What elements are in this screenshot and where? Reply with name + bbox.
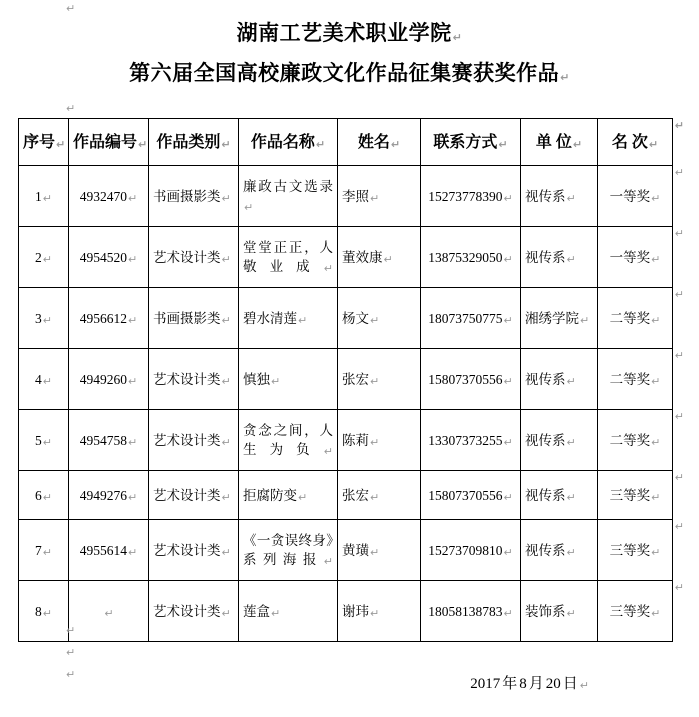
cell-category-text: 艺术设计类 — [153, 542, 221, 558]
cell-index — [19, 227, 69, 288]
cell-rank-text: 三等奖 — [609, 603, 651, 619]
cell-unit — [521, 520, 598, 581]
paragraph-mark: ↵ — [566, 490, 576, 504]
paragraph-mark: ↵ — [42, 545, 52, 559]
cell-code — [69, 227, 149, 288]
paragraph-mark: ↵ — [651, 252, 661, 266]
paragraph-mark: ↵ — [323, 262, 333, 275]
paragraph-mark: ↵ — [503, 435, 513, 449]
table-header — [19, 119, 684, 166]
cell-unit — [521, 349, 598, 410]
table-row — [19, 166, 673, 227]
cell-work-name-text: 拒腐防变 — [243, 487, 297, 503]
cell-index-text: 8 — [35, 603, 42, 619]
column-header-code — [69, 119, 149, 166]
paragraph-mark: ↵ — [128, 252, 138, 266]
paragraph-mark: ↵ — [298, 490, 308, 504]
cell-unit-text: 视传系 — [525, 432, 566, 448]
cell-code-text: 4954520 — [79, 249, 128, 265]
cell-person-text: 谢玮 — [342, 603, 369, 619]
cell-person-text: 张宏 — [342, 487, 369, 503]
cell-category-text: 书画摄影类 — [153, 188, 221, 204]
paragraph-mark: ↵ — [648, 137, 659, 151]
cell-phone — [421, 288, 521, 349]
paragraph-mark: ↵ — [271, 606, 281, 620]
paragraph-mark: ↵ — [370, 435, 380, 449]
paragraph-mark: ↵ — [566, 606, 576, 620]
paragraph-mark: ↵ — [503, 606, 513, 620]
paragraph-mark: ↵ — [42, 252, 52, 266]
paragraph-mark: ↵ — [651, 606, 661, 620]
row-end-mark: ↵ — [674, 581, 684, 594]
cell-code-text: 4956612 — [79, 310, 128, 326]
paragraph-mark: ↵ — [42, 313, 52, 327]
cell-rank-text: 一等奖 — [609, 188, 651, 204]
cell-person — [338, 410, 421, 471]
footer-date-month-unit: 月 — [528, 676, 544, 692]
paragraph-mark: ↵ — [566, 435, 576, 449]
paragraph-mark-2: ↵ — [66, 646, 76, 659]
cell-phone — [421, 349, 521, 410]
paragraph-mark: ↵ — [104, 606, 114, 620]
paragraph-mark: ↵ — [566, 252, 576, 266]
cell-phone — [421, 520, 521, 581]
cell-unit-text: 视传系 — [525, 542, 566, 558]
cell-unit-text: 视传系 — [525, 188, 566, 204]
cell-person-text: 李照 — [342, 188, 369, 204]
cell-code-text: 4954758 — [79, 432, 128, 448]
cell-person — [338, 288, 421, 349]
cell-person-text: 黄璜 — [342, 542, 369, 558]
paragraph-mark: ↵ — [370, 191, 380, 205]
cell-person — [338, 349, 421, 410]
row-end-mark: ↵ — [674, 520, 684, 533]
page-title-institution — [0, 18, 699, 48]
table-body — [19, 166, 684, 642]
cell-category — [149, 166, 239, 227]
cell-code-text: 4949276 — [79, 487, 128, 503]
paragraph-mark: ↵ — [221, 435, 231, 449]
cell-work-name — [239, 471, 338, 520]
paragraph-mark: ↵ — [370, 606, 380, 620]
paragraph-mark: ↵ — [221, 252, 231, 266]
cell-category — [149, 581, 239, 642]
paragraph-mark: ↵ — [651, 490, 661, 504]
cell-rank-text: 三等奖 — [609, 542, 651, 558]
cell-index — [19, 349, 69, 410]
paragraph-mark: ↵ — [560, 71, 570, 84]
paragraph-mark: ↵ — [566, 374, 576, 388]
cell-category — [149, 471, 239, 520]
cell-phone — [421, 410, 521, 471]
page-title-subject-text: 第六届全国高校廉政文化作品征集赛获奖作品 — [129, 61, 560, 85]
cell-person — [338, 520, 421, 581]
cell-unit — [521, 166, 598, 227]
paragraph-mark: ↵ — [580, 313, 590, 327]
cell-phone-text: 15807370556 — [428, 371, 503, 387]
paragraph-mark: ↵ — [221, 137, 231, 151]
paragraph-mark: ↵ — [128, 435, 138, 449]
cell-rank — [598, 581, 684, 642]
cell-index — [19, 410, 69, 471]
paragraph-mark-top: ↵ — [66, 2, 76, 15]
table-row — [19, 349, 673, 410]
cell-category — [149, 288, 239, 349]
cell-phone — [421, 581, 521, 642]
cell-work-name-text: 廉政古文选录 — [243, 179, 333, 194]
cell-person-text: 杨文 — [342, 310, 369, 326]
paragraph-mark: ↵ — [244, 201, 254, 214]
cell-work-name — [239, 581, 338, 642]
row-end-mark: ↵ — [674, 227, 684, 240]
row-end-mark: ↵ — [674, 119, 684, 132]
cell-rank-text: 二等奖 — [609, 432, 651, 448]
paragraph-mark: ↵ — [566, 545, 576, 559]
table-row — [19, 227, 673, 288]
cell-code — [69, 288, 149, 349]
table-row — [19, 581, 673, 642]
cell-index — [19, 166, 69, 227]
table-row — [19, 520, 673, 581]
cell-unit — [521, 288, 598, 349]
paragraph-mark: ↵ — [370, 490, 380, 504]
cell-code — [69, 349, 149, 410]
paragraph-mark: ↵ — [452, 31, 463, 44]
cell-phone-text: 15807370556 — [428, 487, 503, 503]
cell-work-name — [239, 227, 338, 288]
cell-code — [69, 166, 149, 227]
paragraph-mark: ↵ — [503, 191, 513, 205]
paragraph-mark: ↵ — [128, 191, 138, 205]
cell-rank — [598, 166, 684, 227]
awards-table — [18, 118, 684, 642]
paragraph-mark: ↵ — [370, 374, 380, 388]
paragraph-mark: ↵ — [221, 313, 231, 327]
paragraph-mark: ↵ — [128, 545, 138, 559]
cell-person — [338, 471, 421, 520]
cell-rank-text: 二等奖 — [609, 310, 651, 326]
cell-code — [69, 410, 149, 471]
footer-date-year: 2017 — [470, 676, 501, 692]
cell-unit-text: 装饰系 — [525, 603, 566, 619]
cell-unit-text: 视传系 — [525, 249, 566, 265]
document-title-block — [0, 18, 699, 88]
paragraph-mark: ↵ — [370, 545, 380, 559]
column-header-person-text: 姓名 — [357, 133, 390, 151]
column-header-rank — [598, 119, 684, 166]
table-row — [19, 410, 673, 471]
cell-index-text: 2 — [35, 249, 42, 265]
paragraph-mark: ↵ — [315, 137, 326, 151]
cell-phone-text: 15273778390 — [428, 188, 503, 204]
footer-date-month: 8 — [519, 676, 527, 692]
cell-code — [69, 520, 149, 581]
column-header-phone-text: 联系方式 — [433, 133, 498, 151]
cell-work-name-text: 《一贪误终身》系列海报 — [243, 533, 333, 567]
cell-category-text: 艺术设计类 — [153, 249, 221, 265]
paragraph-mark: ↵ — [651, 435, 661, 449]
paragraph-mark: ↵ — [221, 374, 231, 388]
cell-work-name-text: 堂堂正正，人敬业成 — [243, 240, 333, 274]
cell-index-text: 5 — [35, 432, 42, 448]
cell-phone — [421, 227, 521, 288]
page-title-subject — [0, 58, 699, 88]
cell-phone-text: 15273709810 — [428, 542, 503, 558]
cell-code-text: 4955614 — [79, 542, 128, 558]
paragraph-mark: ↵ — [503, 374, 513, 388]
paragraph-mark: ↵ — [138, 137, 148, 151]
cell-rank — [598, 349, 684, 410]
paragraph-mark: ↵ — [566, 191, 576, 205]
paragraph-mark-1: ↵ — [66, 624, 76, 637]
paragraph-mark: ↵ — [572, 137, 583, 151]
column-header-work-name — [239, 119, 338, 166]
cell-work-name — [239, 349, 338, 410]
row-end-mark: ↵ — [674, 288, 684, 301]
column-header-unit — [521, 119, 598, 166]
paragraph-mark: ↵ — [383, 252, 393, 266]
cell-category — [149, 410, 239, 471]
paragraph-mark: ↵ — [221, 191, 231, 205]
column-header-phone — [421, 119, 521, 166]
cell-category-text: 艺术设计类 — [153, 603, 221, 619]
cell-category — [149, 349, 239, 410]
paragraph-mark: ↵ — [390, 137, 401, 151]
paragraph-mark: ↵ — [503, 545, 513, 559]
column-header-category — [149, 119, 239, 166]
paragraph-mark: ↵ — [128, 490, 138, 504]
cell-person — [338, 581, 421, 642]
cell-category — [149, 520, 239, 581]
cell-phone — [421, 471, 521, 520]
column-header-rank-text: 名 次 — [611, 133, 648, 151]
row-end-mark: ↵ — [674, 471, 684, 484]
cell-unit-text: 湘绣学院 — [525, 310, 579, 326]
paragraph-mark: ↵ — [128, 374, 138, 388]
cell-category-text: 艺术设计类 — [153, 432, 221, 448]
column-header-work-name-text: 作品名称 — [250, 133, 315, 151]
cell-unit — [521, 471, 598, 520]
paragraph-mark: ↵ — [42, 374, 52, 388]
cell-unit-text: 视传系 — [525, 371, 566, 387]
cell-person-text: 陈莉 — [342, 432, 369, 448]
cell-index-text: 1 — [35, 188, 42, 204]
paragraph-mark: ↵ — [221, 545, 231, 559]
cell-work-name-text: 贪念之间，人生为负 — [243, 423, 333, 457]
paragraph-mark: ↵ — [651, 313, 661, 327]
cell-phone-text: 13307373255 — [428, 432, 503, 448]
cell-code-text: 4949260 — [79, 371, 128, 387]
column-header-category-text: 作品类别 — [156, 133, 221, 151]
cell-phone — [421, 166, 521, 227]
paragraph-mark: ↵ — [651, 545, 661, 559]
cell-category-text: 书画摄影类 — [153, 310, 221, 326]
paragraph-mark: ↵ — [128, 313, 138, 327]
cell-index-text: 4 — [35, 371, 42, 387]
cell-work-name — [239, 520, 338, 581]
cell-category-text: 艺术设计类 — [153, 487, 221, 503]
paragraph-mark: ↵ — [503, 313, 513, 327]
column-header-code-text: 作品编号 — [73, 133, 138, 151]
cell-index — [19, 520, 69, 581]
paragraph-mark: ↵ — [651, 191, 661, 205]
cell-unit — [521, 227, 598, 288]
row-end-mark: ↵ — [674, 166, 684, 179]
footer-date-day: 20 — [545, 676, 561, 692]
paragraph-mark: ↵ — [221, 490, 231, 504]
paragraph-mark: ↵ — [42, 191, 52, 205]
table-row — [19, 471, 673, 520]
table-header-row — [19, 119, 673, 166]
cell-person-text: 张宏 — [342, 371, 369, 387]
cell-category — [149, 227, 239, 288]
cell-work-name-text: 莲盒 — [243, 603, 270, 619]
paragraph-mark-above-table: ↵ — [66, 102, 76, 115]
page-title-institution-text: 湖南工艺美术职业学院 — [236, 21, 452, 45]
cell-unit — [521, 581, 598, 642]
paragraph-mark: ↵ — [42, 490, 52, 504]
cell-rank-text: 三等奖 — [609, 487, 651, 503]
cell-code — [69, 581, 149, 642]
cell-rank-text: 二等奖 — [609, 371, 651, 387]
cell-phone-text: 13875329050 — [428, 249, 503, 265]
paragraph-mark: ↵ — [323, 555, 333, 568]
cell-unit-text: 视传系 — [525, 487, 566, 503]
cell-phone-text: 18058138783 — [428, 603, 503, 619]
cell-rank — [598, 471, 684, 520]
cell-person — [338, 166, 421, 227]
paragraph-mark: ↵ — [221, 606, 231, 620]
paragraph-mark: ↵ — [56, 137, 66, 151]
cell-index — [19, 471, 69, 520]
cell-work-name-text: 碧水清莲 — [243, 310, 297, 326]
cell-person — [338, 227, 421, 288]
cell-work-name — [239, 166, 338, 227]
cell-rank — [598, 410, 684, 471]
paragraph-mark: ↵ — [271, 374, 281, 388]
cell-category-text: 艺术设计类 — [153, 371, 221, 387]
paragraph-mark: ↵ — [498, 137, 508, 151]
paragraph-mark: ↵ — [503, 252, 513, 266]
footer-date-year-unit: 年 — [502, 676, 518, 692]
cell-rank — [598, 520, 684, 581]
cell-index — [19, 581, 69, 642]
column-header-unit-text: 单 位 — [535, 133, 572, 151]
paragraph-mark: ↵ — [579, 679, 589, 692]
paragraph-mark: ↵ — [42, 606, 52, 620]
paragraph-mark: ↵ — [323, 445, 333, 458]
column-header-index — [19, 119, 69, 166]
row-end-mark: ↵ — [674, 410, 684, 423]
paragraph-mark: ↵ — [298, 313, 308, 327]
paragraph-mark: ↵ — [651, 374, 661, 388]
cell-unit — [521, 410, 598, 471]
column-header-person — [338, 119, 421, 166]
cell-index-text: 7 — [35, 542, 42, 558]
paragraph-mark: ↵ — [503, 490, 513, 504]
cell-rank — [598, 227, 684, 288]
cell-rank — [598, 288, 684, 349]
footer-date-day-unit: 日 — [562, 676, 578, 692]
footer-date — [0, 672, 699, 693]
paragraph-mark: ↵ — [42, 435, 52, 449]
cell-index-text: 3 — [35, 310, 42, 326]
cell-phone-text: 18073750775 — [428, 310, 503, 326]
table-row — [19, 288, 673, 349]
cell-index-text: 6 — [35, 487, 42, 503]
cell-code-text: 4932470 — [79, 188, 128, 204]
paragraph-mark: ↵ — [370, 313, 380, 327]
cell-index — [19, 288, 69, 349]
paragraph-mark-3: ↵ — [66, 668, 76, 681]
cell-work-name-text: 慎独 — [243, 371, 270, 387]
column-header-index-text: 序号 — [23, 133, 56, 151]
cell-code — [69, 471, 149, 520]
cell-work-name — [239, 288, 338, 349]
cell-rank-text: 一等奖 — [609, 249, 651, 265]
cell-person-text: 董效康 — [342, 249, 383, 265]
row-end-mark: ↵ — [674, 349, 684, 362]
cell-work-name — [239, 410, 338, 471]
